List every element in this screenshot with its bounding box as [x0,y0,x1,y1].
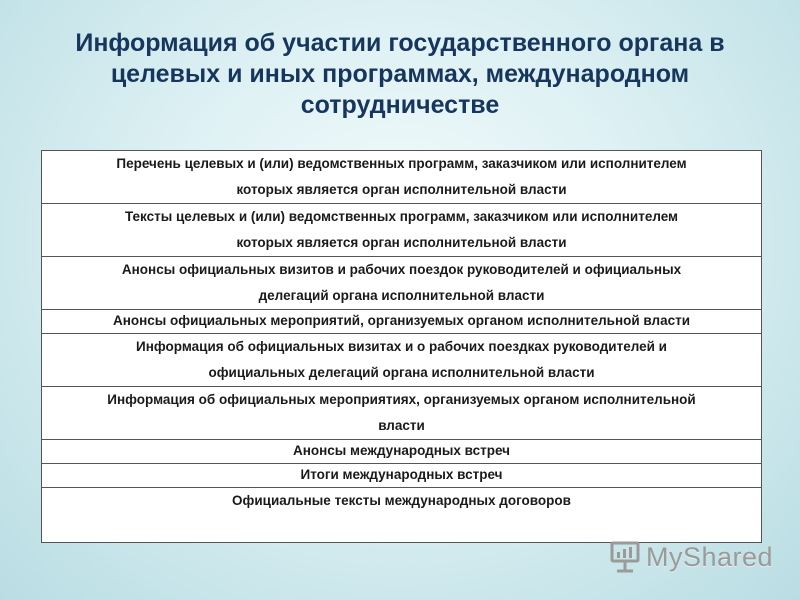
table-row [42,488,762,543]
cell-line: Анонсы официальных мероприятий, организуемых органом исполнительной власти [112,313,691,328]
cell-line: официальных делегаций органа исполнительной власти [208,365,595,380]
table-row [42,204,762,257]
cell-line: которых является орган исполнительной власти [236,182,567,197]
cell-line: власти [378,418,425,433]
table-row [42,310,762,334]
table-cell [42,488,762,543]
presentation-board-icon [608,540,642,574]
cell-line: Анонсы официальных визитов и рабочих поездок руководителей и официальных [121,262,682,277]
title-line: Информация об участии государственного органа в [75,29,725,57]
brand-name: MyShared [646,541,774,572]
brand-watermark [608,537,773,577]
table-row [42,334,762,387]
table-row [42,387,762,440]
cell-line: которых является орган исполнительной власти [236,235,567,250]
table-row [42,257,762,310]
table-row [42,440,762,464]
cell-line: Официальные тексты международных договоров [232,493,571,508]
table-cell [42,204,762,257]
cell-line: Анонсы международных встреч [292,443,511,458]
cell-line: Итоги международных встреч [300,467,503,482]
cell-line: Тексты целевых и (или) ведомственных программ, заказчиком или исполнителем [124,209,679,224]
cell-line: делегаций органа исполнительной власти [258,288,545,303]
slide-title [40,28,760,121]
table-cell [42,464,762,488]
title-line: целевых и иных программах, международном [110,60,690,88]
cell-line: Информация об официальных визитах и о рабочих поездках руководителей и [136,339,667,354]
table-cell [42,257,762,310]
table-row [42,151,762,204]
table-cell [42,387,762,440]
cell-line: Перечень целевых и (или) ведомственных программ, заказчиком или исполнителем [116,156,687,171]
cell-line: Информация об официальных мероприятиях, организуемых органом исполнительной [107,392,696,407]
table-row [42,464,762,488]
title-line: сотрудничестве [300,91,500,119]
table-cell [42,334,762,387]
table-cell [42,151,762,204]
table-cell [42,310,762,334]
info-table [41,150,762,543]
table-cell [42,440,762,464]
